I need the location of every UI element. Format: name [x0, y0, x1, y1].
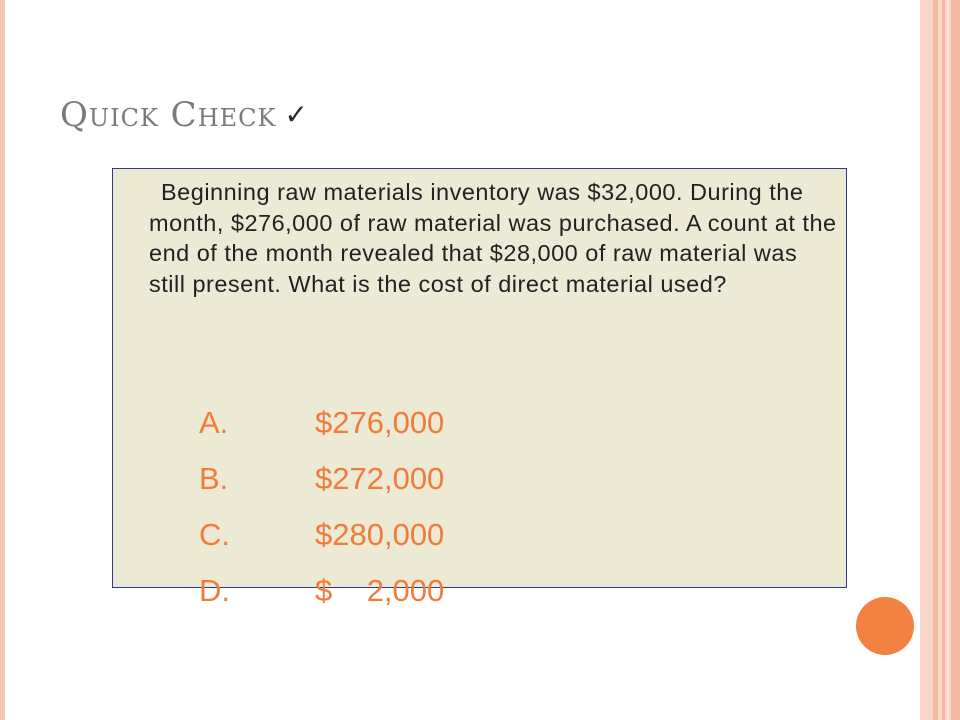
option-value: $272,000 — [315, 461, 445, 496]
option-letter: D. — [199, 573, 230, 608]
answer-option-d — [199, 563, 444, 619]
left-border-decoration — [0, 0, 5, 720]
question-text: Beginning raw materials inventory was $32,000. During the month, $276,000 of raw material was purchased. A count at the end of the month revealed that $28,000 of raw material was still present. What is the cost of direct material used? — [149, 179, 837, 297]
option-letter: A. — [199, 405, 229, 440]
right-band-stripe — [942, 0, 945, 720]
answer-option-a — [199, 395, 444, 451]
orange-circle-decoration — [856, 597, 914, 655]
right-side-band — [920, 0, 960, 720]
option-value: $280,000 — [315, 517, 445, 552]
answer-options — [199, 395, 444, 619]
option-value: $276,000 — [315, 405, 445, 440]
option-value: $ 2,000 — [315, 573, 445, 608]
right-band-stripe — [933, 0, 938, 720]
checkmark-icon: ✓ — [284, 98, 309, 131]
option-letter: C. — [199, 517, 230, 552]
slide-title — [60, 95, 309, 135]
answer-option-b — [199, 451, 444, 507]
right-band-line — [947, 0, 949, 720]
right-band-stripe — [951, 0, 960, 720]
slide-title-text: Quick Check — [60, 95, 277, 135]
question-box — [112, 168, 847, 608]
answer-option-c — [199, 507, 444, 563]
option-letter: B. — [199, 461, 229, 496]
